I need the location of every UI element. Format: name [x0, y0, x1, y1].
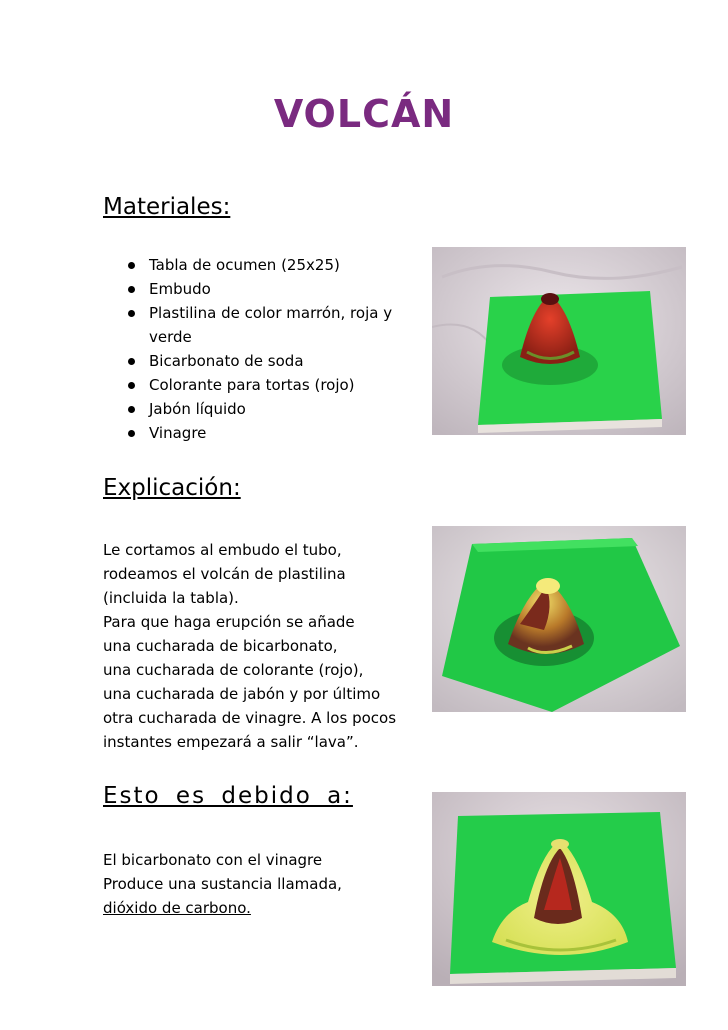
text-line: una cucharada de colorante (rojo), [103, 661, 364, 679]
list-item: Tabla de ocumen (25x25) [128, 253, 418, 277]
text-line: rodeamos el volcán de plastilina [103, 565, 346, 583]
text-line: El bicarbonato con el vinagre [103, 851, 323, 869]
volcano-photo-erupting [432, 526, 686, 712]
list-item: Colorante para tortas (rojo) [128, 373, 418, 397]
volcano-photo-before [432, 247, 686, 435]
list-item: Bicarbonato de soda [128, 349, 418, 373]
debido-paragraph [103, 848, 433, 920]
list-item: Plastilina de color marrón, roja y verde [128, 301, 418, 349]
explicacion-paragraph [103, 538, 433, 754]
text-line: otra cucharada de vinagre. A los pocos [103, 709, 397, 727]
text-line: Produce una sustancia llamada, [103, 875, 342, 893]
explicacion-heading: Explicación: [103, 475, 241, 501]
text-line: una cucharada de bicarbonato, [103, 637, 338, 655]
text-line: Le cortamos al embudo el tubo, [103, 541, 342, 559]
volcano-photo-lava [432, 792, 686, 986]
text-line: instantes empezará a salir “lava”. [103, 733, 359, 751]
list-item: Embudo [128, 277, 418, 301]
page-title: VOLCÁN [273, 92, 455, 136]
list-item: Vinagre [128, 421, 418, 445]
text-line: Para que haga erupción se añade [103, 613, 355, 631]
debido-heading: Esto es debido a: [103, 783, 353, 809]
list-item: Jabón líquido [128, 397, 418, 421]
materiales-heading: Materiales: [103, 194, 231, 220]
text-line: una cucharada de jabón y por último [103, 685, 381, 703]
materials-list [128, 253, 418, 445]
text-line-underlined: dióxido de carbono. [103, 899, 251, 917]
text-line: (incluida la tabla). [103, 589, 239, 607]
